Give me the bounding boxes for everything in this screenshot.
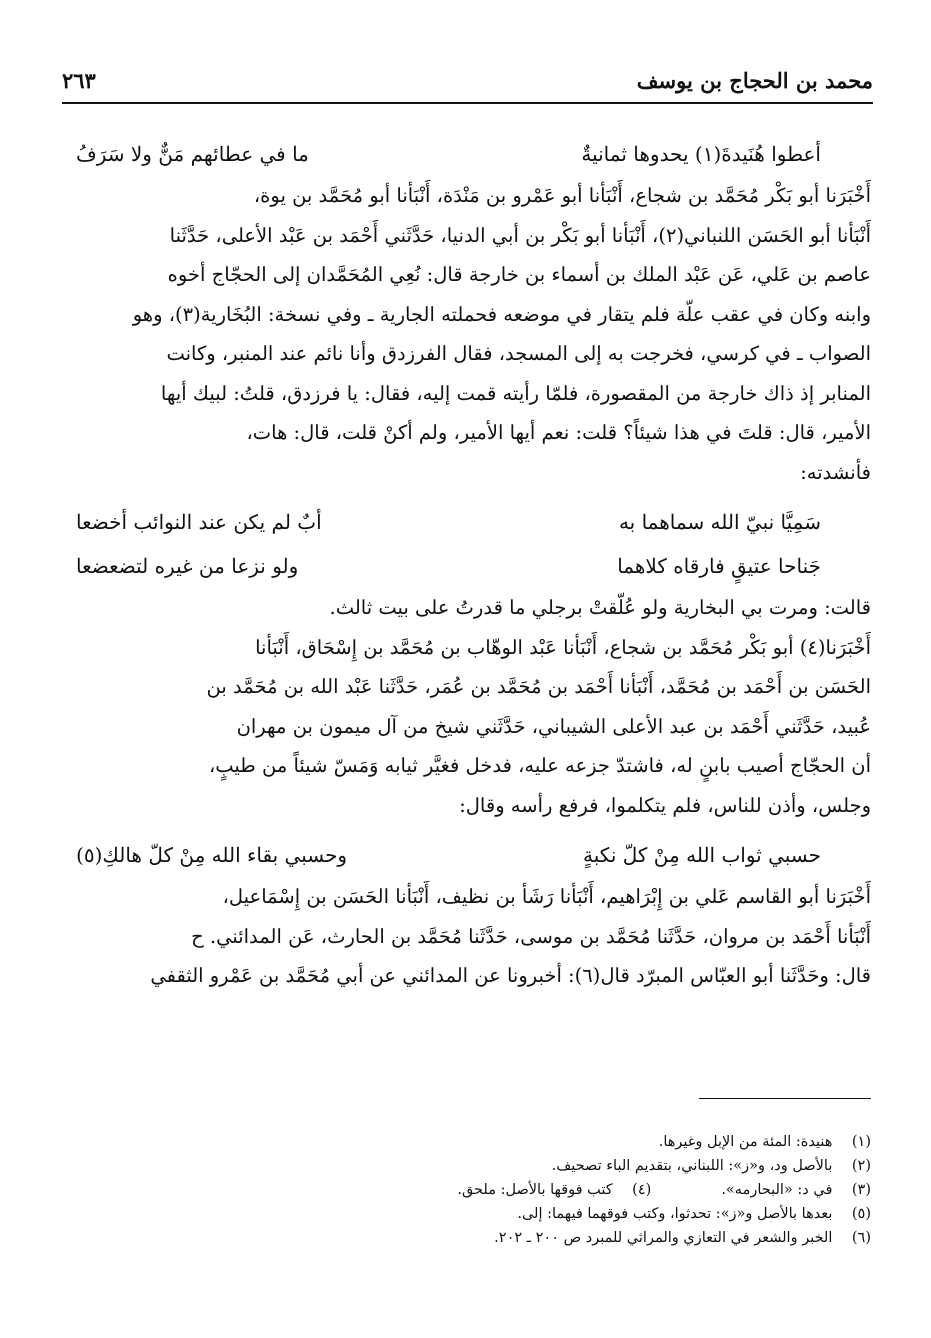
page-number: ٢٦٣ bbox=[62, 68, 96, 93]
footnote-number: (٦) bbox=[851, 1230, 871, 1246]
verse-second-hemistich: ولو نزعا من غيره لتضعضعا bbox=[76, 554, 299, 578]
footnote-number: (٣) bbox=[851, 1182, 871, 1198]
footnote-text: بعدها بالأصل و«ز»: تحدثوا، وكتب فوقهما فيهما: إلى. bbox=[517, 1206, 833, 1222]
footnote bbox=[66, 1154, 871, 1178]
text-line: أَنْبَأنا أَحْمَد بن مروان، حَدَّثَنا مُحَمَّد بن موسى، حَدَّثَنا مُحَمَّد بن الحارث، عَن المدائني. ح bbox=[191, 924, 871, 948]
text-line: الأمير، قال: قلتَ في هذا شيئاً؟ قلت: نعم أيها الأمير، ولم أكنْ قلت، قال: هات، bbox=[246, 421, 871, 444]
text-line: قال: وحَدَّثَنا أبو العبّاس المبرّد قال(٦): أخبرونا عن المدائني عن أبي مُحَمَّد بن عَمْرو الثقفي bbox=[150, 964, 871, 987]
text-line: المنابر إذ ذاك خارجة من المقصورة، فلمّا رأيته قمت إليه، فقال: يا فرزدق، قلتُ: لبيك أيها bbox=[160, 381, 871, 405]
verse-line bbox=[66, 132, 871, 176]
verse-line bbox=[66, 833, 871, 877]
text-line: وجلس، وأذن للناس، فلم يتكلموا، فرفع رأسه وقال: bbox=[459, 793, 871, 817]
text-line: عاصم بن عَلي، عَن عَبْد الملك بن أسماء بن خارجة قال: نُعِي المُحَمَّدان إلى الحجّاج أخوه bbox=[167, 263, 871, 286]
text-line: أَخْبَرَنا أبو بَكْر مُحَمَّد بن شجاع، أَنْبَأنا أبو عَمْرو بن مَنْدَة، أَنْبَأنا أبو مُحَمَّد بن يوة، bbox=[253, 184, 871, 207]
verse-first-hemistich: جَناحا عتيقٍ فارقاه كلاهما bbox=[617, 554, 821, 578]
text-line: أَنْبَأنا أبو الحَسَن اللنباني(٢)، أَنْبَأنا أبو بَكْر بن أبي الدنيا، حَدَّثَني أَحْمَد بن عَبْد الأعلى، حَدَّثَنا bbox=[169, 223, 871, 247]
page-header bbox=[62, 62, 873, 104]
footnote bbox=[66, 1226, 871, 1250]
footnote-text: هنيدة: المئة من الإبل وغيرها. bbox=[658, 1134, 833, 1150]
text-line: قالت: ومرت بي البخارية ولو عُلّقتْ برجلي ما قدرتُ على بيت ثالث. bbox=[329, 596, 871, 619]
footnote-text: كتب فوقها بالأصل: ملحق. bbox=[457, 1182, 613, 1198]
text-line: فأنشدته: bbox=[800, 460, 871, 484]
verse-second-hemistich: وحسبي بقاء الله مِنْ كلّ هالكِ(٥) bbox=[76, 843, 348, 867]
footnote bbox=[457, 1178, 651, 1202]
verse-first-hemistich: سَمِيَّا نبيّ الله سماهما به bbox=[618, 510, 821, 534]
main-text bbox=[66, 132, 871, 996]
verse-second-hemistich: أبٌ لم يكن عند النوائب أخضعا bbox=[76, 510, 322, 534]
verse-line bbox=[66, 544, 871, 588]
running-title: محمد بن الحجاج بن يوسف bbox=[636, 68, 873, 93]
verse-line bbox=[66, 500, 871, 544]
footnotes bbox=[66, 1130, 871, 1250]
text-line: أَخْبَرَنا(٤) أبو بَكْر مُحَمَّد بن شجاع، أَنْبَأنا عَبْد الوهّاب بن مُحَمَّد بن إِسْحَاق، أَنْبَأنا bbox=[255, 635, 871, 659]
footnote bbox=[66, 1202, 871, 1226]
footnote bbox=[721, 1178, 871, 1202]
footnote-number: (٤) bbox=[632, 1182, 652, 1198]
footnote-number: (٢) bbox=[851, 1158, 871, 1174]
text-line: عُبيد، حَدَّثَني أَحْمَد بن عبد الأعلى الشيباني، حَدَّثَني شيخ من آل ميمون بن مهران bbox=[236, 714, 871, 738]
verse-first-hemistich: حسبي ثواب الله مِنْ كلّ نكبةٍ bbox=[583, 843, 821, 867]
text-line: أَخْبَرَنا أبو القاسم عَلي بن إِبْرَاهيم، أَنْبَأنا رَشَأ بن نظيف، أَنْبَأنا الحَسَن بن إِسْمَاعيل، bbox=[222, 885, 871, 908]
footnote bbox=[66, 1130, 871, 1154]
footnote-number: (١) bbox=[851, 1134, 871, 1150]
footnote-row bbox=[66, 1178, 871, 1202]
text-line: الحَسَن بن أَحْمَد بن مُحَمَّد، أَنْبَأنا أَحْمَد بن مُحَمَّد بن عُمَر، حَدَّثَنا عَبْد الله بن مُحَمَّد بن bbox=[206, 675, 871, 698]
footnote-text: في د: «البحارمه». bbox=[721, 1182, 833, 1198]
verse-second-hemistich: ما في عطائهم مَنٌّ ولا سَرَفُ bbox=[76, 142, 309, 166]
text-line: أن الحجّاج أصيب بابنٍ له، فاشتدّ جزعه عليه، فدخل فغيَّر ثيابه وَمَسّ شيئاً من طيبٍ، bbox=[208, 754, 871, 777]
footnote-text: الخبر والشعر في التعازي والمراثي للمبرد ص ٢٠٠ ـ ٢٠٢. bbox=[494, 1230, 833, 1246]
footnote-divider bbox=[699, 1098, 871, 1099]
text-line: وابنه وكان في عقب علّة فلم يتقار في موضعه فحملته الجارية ـ وفي نسخة: البُخَارية(٣)، وهو bbox=[132, 302, 871, 326]
text-line: الصواب ـ في كرسي، فخرجت به إلى المسجد، فقال الفرزدق وأنا نائم عند المنبر، وكانت bbox=[166, 342, 871, 365]
footnote-text: بالأصل ود، و«ز»: اللبناني، بتقديم الباء تصحيف. bbox=[551, 1158, 833, 1174]
footnote-number: (٥) bbox=[851, 1206, 871, 1222]
verse-first-hemistich: أعطوا هُنَيدةَ(١) يحدوها ثمانيةٌ bbox=[581, 142, 821, 166]
